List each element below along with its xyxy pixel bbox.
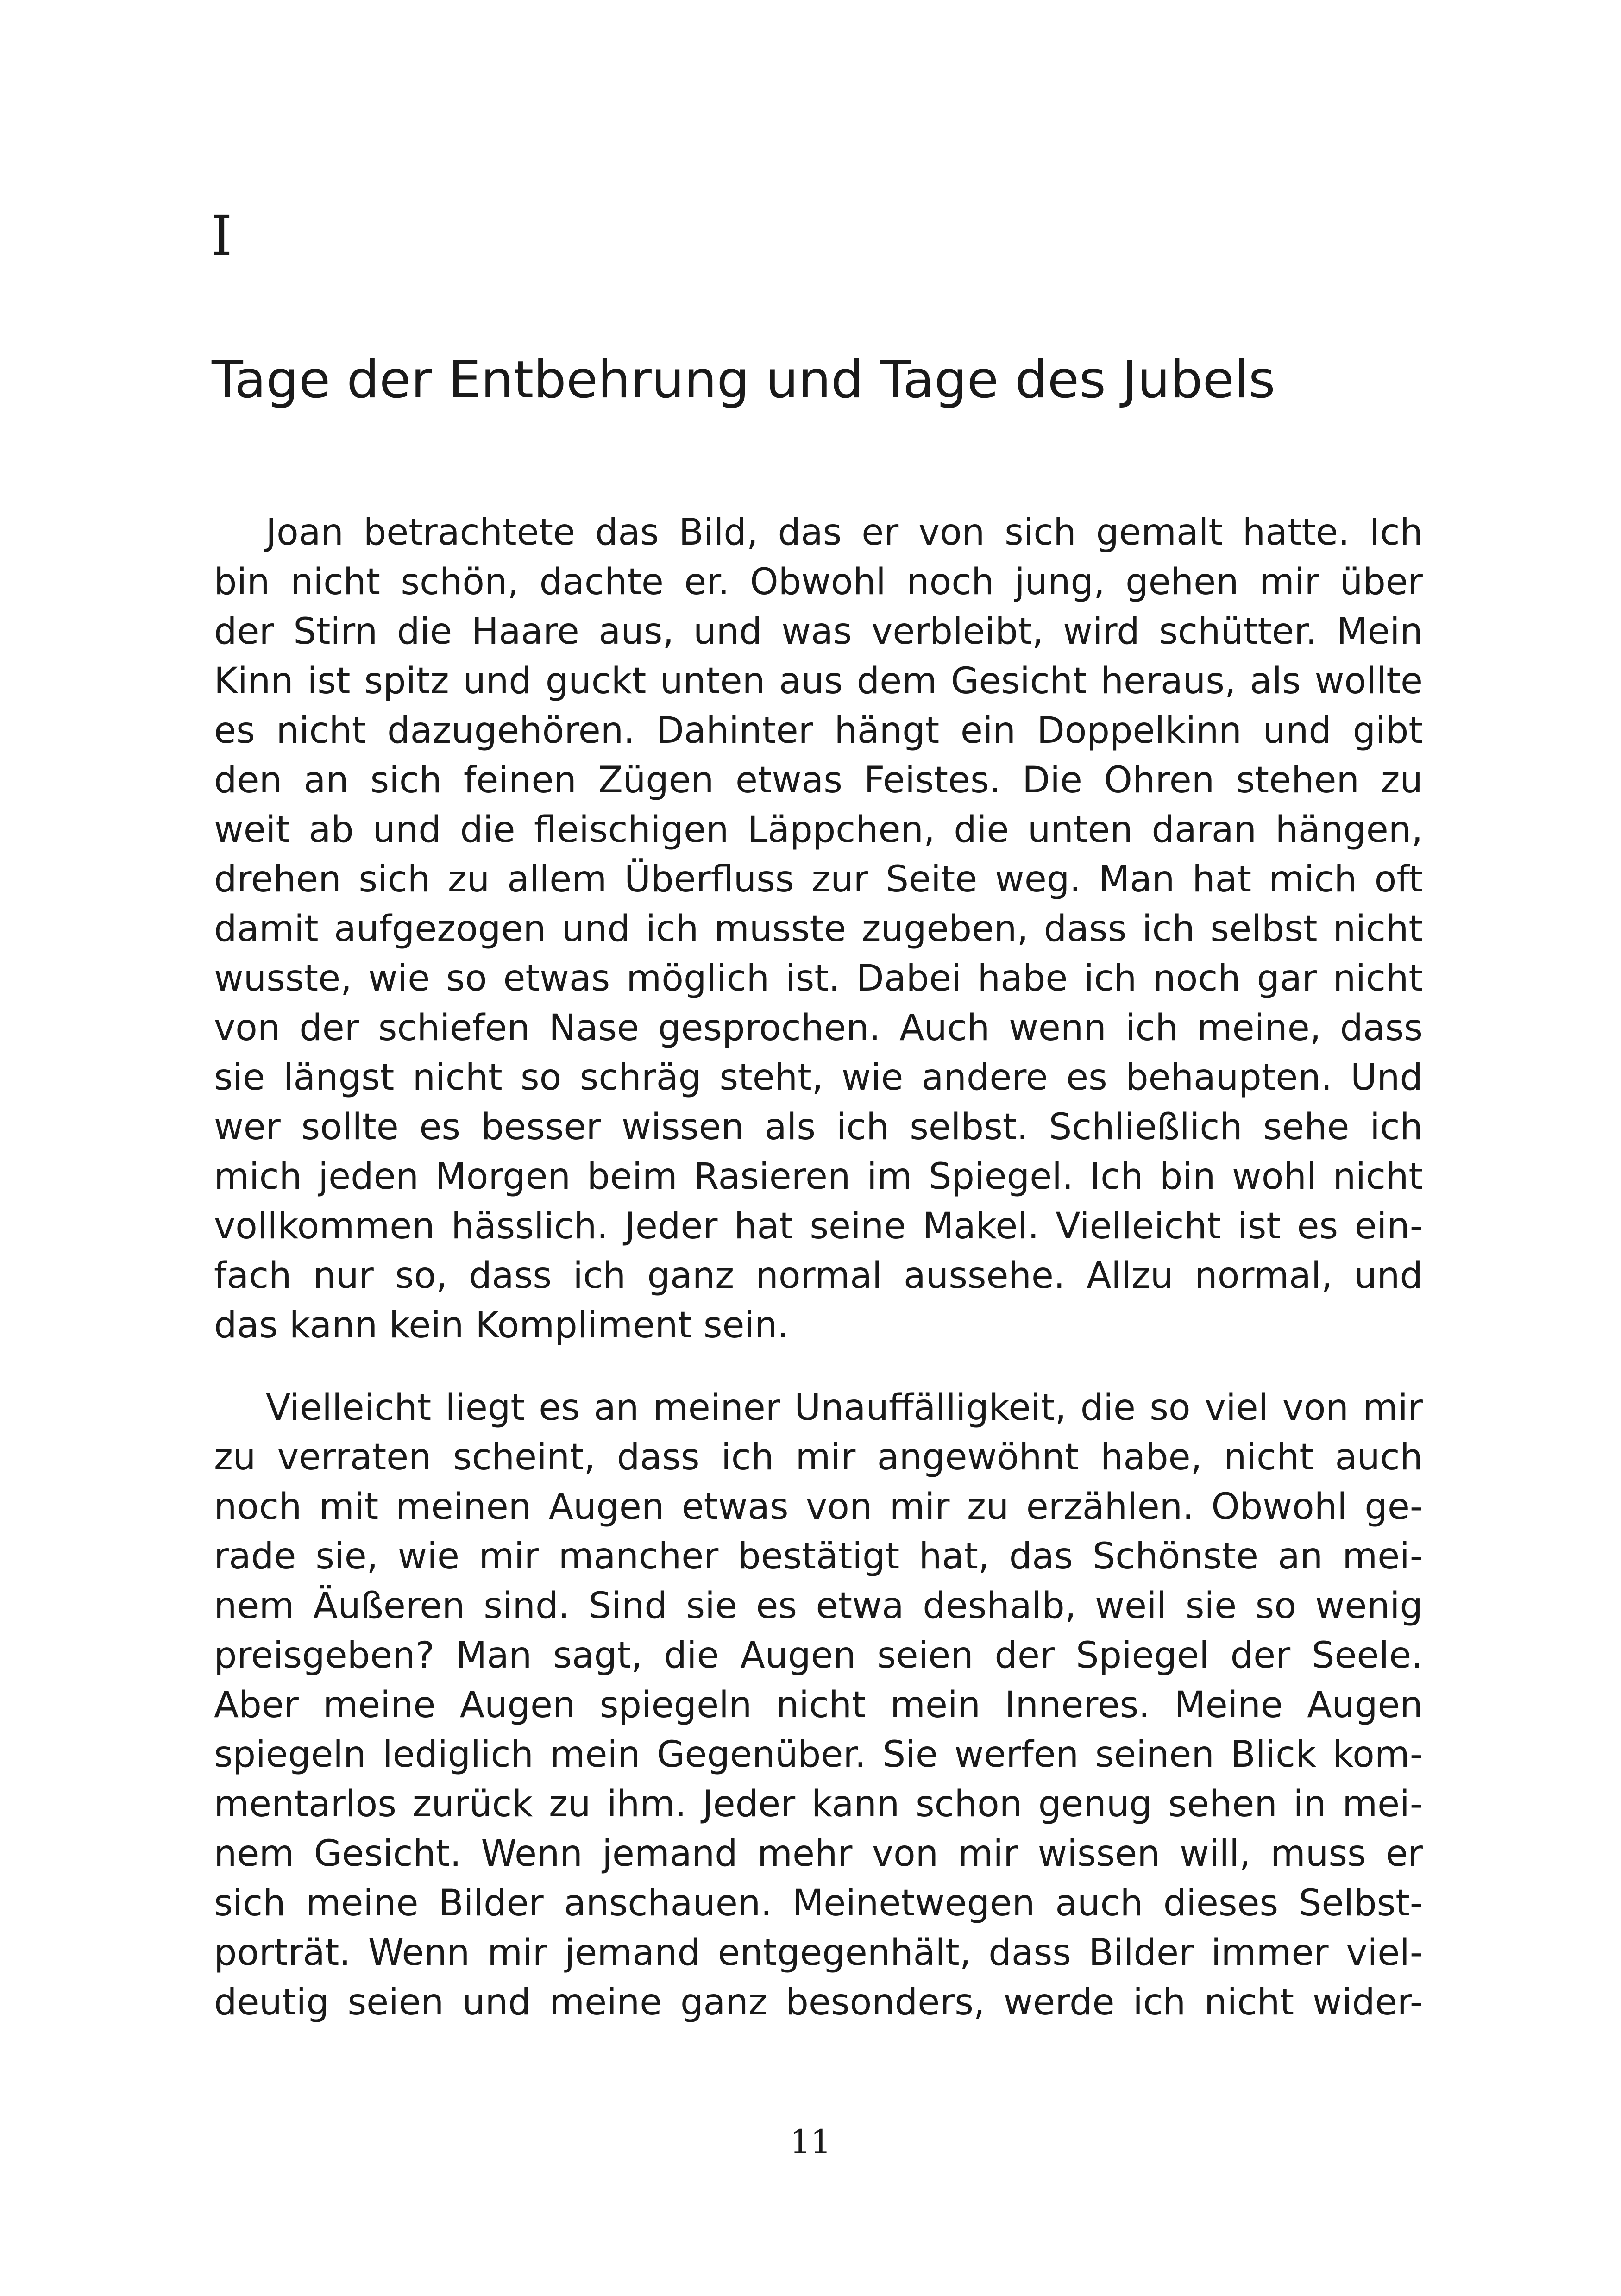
- text-line: mentarlos zurück zu ihm. Jeder kann schon genug sehen in mei-: [214, 1783, 1423, 1825]
- text-line: damit aufgezogen und ich musste zugeben, dass ich selbst nicht: [214, 908, 1423, 950]
- text-line: noch mit meinen Augen etwas von mir zu erzählen. Obwohl ge-: [214, 1486, 1423, 1528]
- text-line: porträt. Wenn mir jemand entgegenhält, dass Bilder immer viel-: [214, 1932, 1423, 1974]
- text-line: preisgeben? Man sagt, die Augen seien der Spiegel der Seele.: [214, 1635, 1423, 1676]
- text-line: wer sollte es besser wissen als ich selbst. Schließlich sehe ich: [214, 1106, 1423, 1148]
- text-line: bin nicht schön, dachte er. Obwohl noch jung, gehen mir über: [214, 561, 1423, 603]
- text-line: das kann kein Kompliment sein.: [214, 1305, 789, 1346]
- text-line: sich meine Bilder anschauen. Meinetwegen auch dieses Selbst-: [214, 1882, 1423, 1924]
- chapter-number: I: [211, 204, 232, 268]
- page-number: 11: [790, 2123, 831, 2161]
- text-line: fach nur so, dass ich ganz normal aussehe. Allzu normal, und: [214, 1255, 1423, 1297]
- text-line: drehen sich zu allem Überfluss zur Seite weg. Man hat mich oft: [214, 859, 1423, 900]
- text-line: spiegeln lediglich mein Gegenüber. Sie werfen seinen Blick kom-: [214, 1734, 1423, 1775]
- text-line: weit ab und die fleischigen Läppchen, die unten daran hängen,: [214, 809, 1423, 851]
- paragraph-1: [214, 508, 1423, 1350]
- text-line: vollkommen hässlich. Jeder hat seine Makel. Vielleicht ist es ein-: [214, 1205, 1423, 1247]
- text-line: von der schiefen Nase gesprochen. Auch wenn ich meine, dass: [214, 1007, 1423, 1049]
- text-line: nem Gesicht. Wenn jemand mehr von mir wissen will, muss er: [214, 1833, 1423, 1875]
- text-line: es nicht dazugehören. Dahinter hängt ein Doppelkinn und gibt: [214, 710, 1423, 752]
- text-line: wusste, wie so etwas möglich ist. Dabei habe ich noch gar nicht: [214, 958, 1423, 999]
- text-line: rade sie, wie mir mancher bestätigt hat, das Schönste an mei-: [214, 1536, 1423, 1577]
- text-line: Vielleicht liegt es an meiner Unauffälligkeit, die so viel von mir: [266, 1387, 1423, 1429]
- text-line: der Stirn die Haare aus, und was verbleibt, wird schütter. Mein: [214, 611, 1423, 652]
- text-line: sie längst nicht so schräg steht, wie andere es behaupten. Und: [214, 1057, 1423, 1098]
- text-line: Aber meine Augen spiegeln nicht mein Inneres. Meine Augen: [214, 1684, 1423, 1726]
- chapter-title: Tage der Entbehrung und Tage des Jubels: [212, 350, 1275, 410]
- text-line: Kinn ist spitz und guckt unten aus dem Gesicht heraus, als wollte: [214, 660, 1423, 702]
- text-line: mich jeden Morgen beim Rasieren im Spiegel. Ich bin wohl nicht: [214, 1156, 1423, 1198]
- text-line: Joan betrachtete das Bild, das er von sich gemalt hatte. Ich: [266, 512, 1423, 553]
- text-line: zu verraten scheint, dass ich mir angewöhnt habe, nicht auch: [214, 1437, 1423, 1478]
- text-line: den an sich feinen Zügen etwas Feistes. Die Ohren stehen zu: [214, 759, 1423, 801]
- text-line: deutig seien und meine ganz besonders, werde ich nicht wider-: [214, 1982, 1423, 2023]
- text-line: nem Äußeren sind. Sind sie es etwa deshalb, weil sie so wenig: [214, 1585, 1423, 1627]
- paragraph-2: [214, 1383, 1423, 2027]
